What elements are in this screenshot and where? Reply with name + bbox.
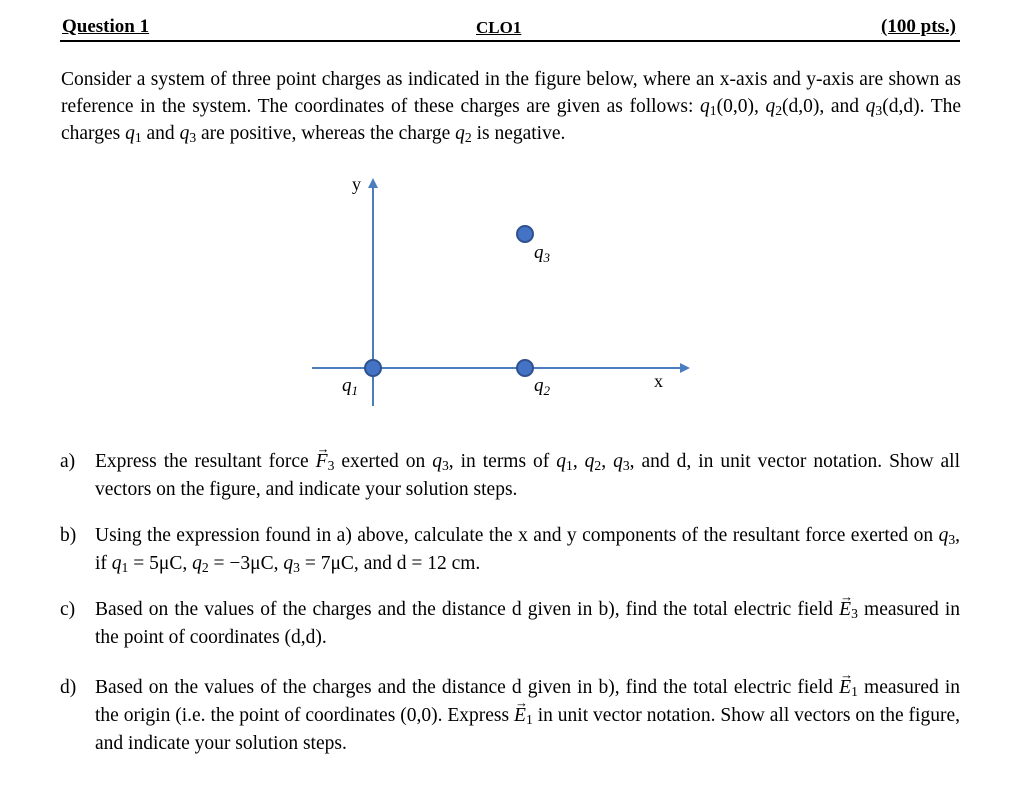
field-e1-vector: → E bbox=[839, 674, 851, 702]
q3-value: = 7μC, bbox=[304, 553, 359, 574]
problem-statement: Consider a system of three point charges as indicated in the figure below, where an x-axis and y-axis are shown as reference in the system. The coordinates of these charges are given as follows: $q_1(0,0)$, $q_2(d,0)$, and $q_3(d,d)$. The charges $q_1$ and $q_3$ are positive, whereas the charge $q_2$ is negative. bbox=[61, 69, 962, 145]
part-a-text-4: , and d, in unit vector notation. Show all vectors on the figure, and indicate your solution steps. bbox=[95, 451, 960, 500]
part-d-label: d) bbox=[60, 677, 77, 698]
field-e3-vector: → E bbox=[839, 596, 851, 624]
intro-and: and bbox=[146, 123, 175, 144]
part-c-text-2: measured in the point of coordinates (d,d). bbox=[95, 599, 961, 648]
q1-label: $q_1$ bbox=[342, 375, 358, 398]
y-axis-label: y bbox=[352, 174, 361, 194]
x-axis-label: x bbox=[654, 371, 663, 391]
part-b-text-1: Using the expression found in a) above, calculate the x and y components of the resultant force exerted on bbox=[95, 525, 934, 546]
charge-q1 bbox=[365, 360, 381, 376]
clo-label: CLO1 bbox=[476, 18, 522, 37]
q2-label: $q_2$ bbox=[534, 375, 550, 398]
part-a-label: a) bbox=[60, 451, 76, 472]
field-e1-vector-2: → E bbox=[514, 702, 526, 730]
part-b: b) Using the expression found in a) above, calculate the x and y components of the resultant force exerted on $q_3$, if $q_1 = 5\mu C$, $q_2 = -3\mu C$, $q_3 = 7\mu C$, and d = 12 cm. bbox=[60, 522, 960, 578]
question-number: Question 1 bbox=[62, 16, 150, 37]
force-f3-vector: → F bbox=[316, 448, 328, 476]
q2-value: = −3μC, bbox=[213, 553, 279, 574]
points-label: (100 pts.) bbox=[881, 16, 956, 37]
charge-diagram bbox=[300, 170, 700, 415]
intro-negative-text: is negative. bbox=[476, 123, 566, 144]
part-d-text-3: in unit vector notation. Show all vectors on the figure, and indicate your solution steps. bbox=[95, 705, 960, 754]
part-a: a) Express the resultant force → $F_3$ exerted on $q_3$, in terms of $q_1$, $q_2$, $q_3$, and d, in unit vector notation. Show all vectors on the figure, and indicate your solution steps. bbox=[60, 448, 960, 504]
q1-value: = 5μC, bbox=[133, 553, 188, 574]
charge-q3 bbox=[517, 226, 533, 242]
part-b-text-2: , if bbox=[95, 525, 961, 574]
question-parts bbox=[60, 448, 960, 758]
part-a-text-3: , in terms of bbox=[448, 451, 550, 472]
q2-coordinates: (d,0), and bbox=[782, 96, 860, 117]
part-d-text-1: Based on the values of the charges and the distance d given in b), find the total electric field bbox=[95, 677, 834, 698]
part-b-label: b) bbox=[60, 525, 77, 546]
intro-text: Consider a system of three point charges as indicated in the figure below, where an x-axis and y-axis are shown as reference in the system. The coordinates of these charges are given as follows: bbox=[61, 69, 961, 117]
question-header bbox=[60, 14, 960, 42]
q1-coordinates: (0,0), bbox=[716, 96, 759, 117]
part-a-text-2: exerted on bbox=[341, 451, 426, 472]
q3-coordinates: (d,d). The charges bbox=[61, 96, 962, 144]
intro-positive-text: are positive, whereas the charge bbox=[201, 123, 451, 144]
part-d: d) Based on the values of the charges and the distance d given in b), find the total electric field → $E_1$ measured in the origin (i.e. the point of coordinates (0,0). Express → $E_1$ in unit vector notation. Show all vectors on the figure, and indicate your solution steps. bbox=[60, 674, 960, 758]
part-c-label: c) bbox=[60, 599, 76, 620]
q3-label: $q_3$ bbox=[534, 242, 550, 265]
part-d-text-2: measured in the origin (i.e. the point of coordinates (0,0). Express bbox=[95, 677, 961, 726]
part-a-text-1: Express the resultant force bbox=[95, 451, 309, 472]
part-c-text-1: Based on the values of the charges and the distance d given in b), find the total electric field bbox=[95, 599, 834, 620]
part-b-text-3: and d = 12 cm. bbox=[363, 553, 481, 574]
part-c: c) Based on the values of the charges and the distance d given in b), find the total electric field → $E_3$ measured in the point of coordinates (d,d). bbox=[60, 596, 960, 652]
charge-q2 bbox=[517, 360, 533, 376]
